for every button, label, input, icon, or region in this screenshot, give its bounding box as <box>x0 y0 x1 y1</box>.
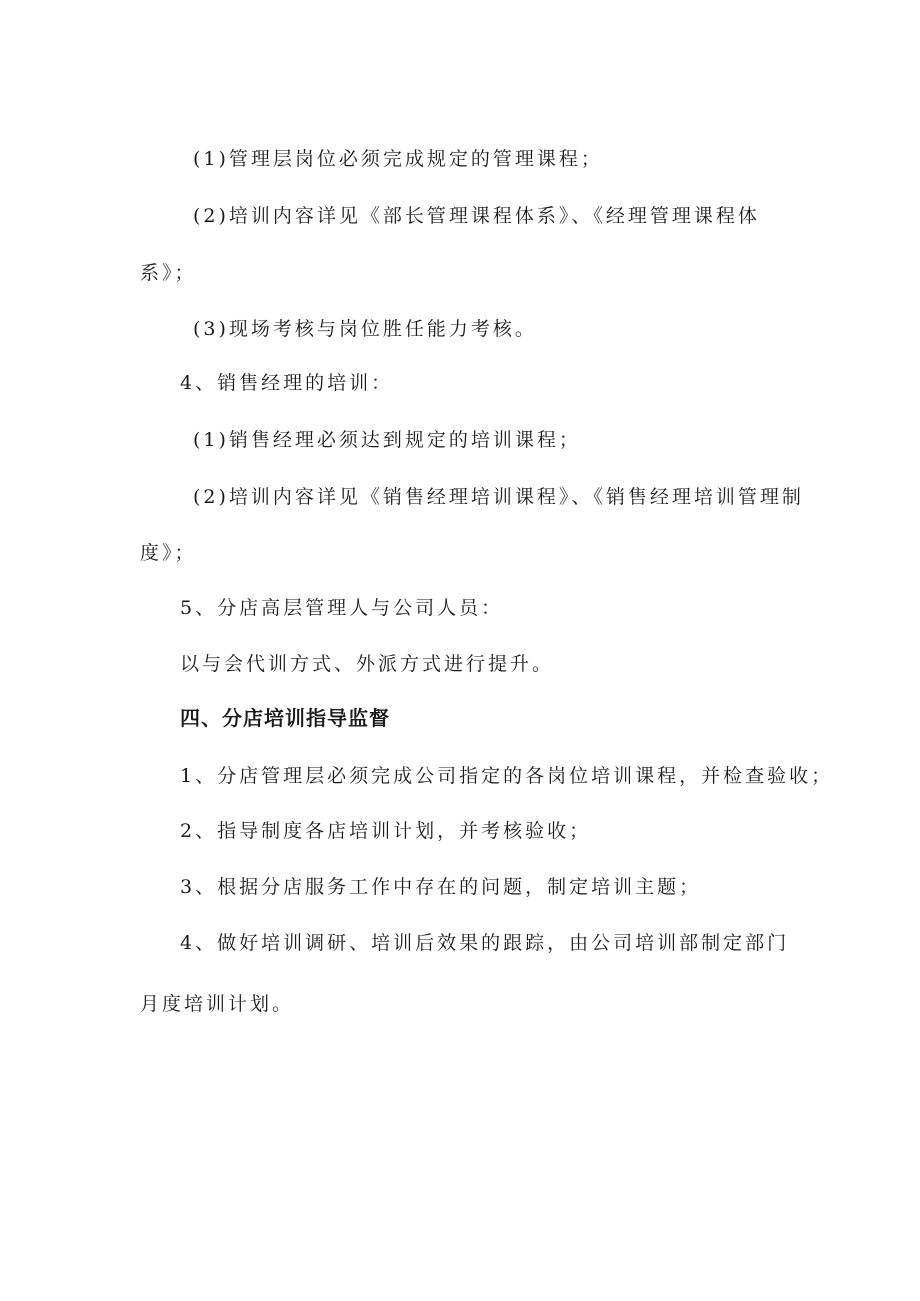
list-item: 4、做好培训调研、培训后效果的跟踪，由公司培训部制定部门 <box>180 932 790 954</box>
list-item: 3、根据分店服务工作中存在的问题，制定培训主题； <box>180 876 702 898</box>
paragraph-line: (2)培训内容详见《销售经理培训课程》、《销售经理培训管理制 <box>193 486 804 508</box>
paragraph-line: (2)培训内容详见《部长管理课程体系》、《经理管理课程体 <box>193 205 760 227</box>
section-item-heading: 4、销售经理的培训： <box>180 372 394 394</box>
section-heading: 四、分店培训指导监督 <box>180 706 390 730</box>
paragraph-line-continuation: 度》； <box>140 542 197 564</box>
paragraph-line: 以与会代训方式、外派方式进行提升。 <box>180 653 555 675</box>
list-item: 1、分店管理层必须完成公司指定的各岗位培训课程，并检查验收； <box>180 765 834 787</box>
section-item-heading: 5、分店高层管理人与公司人员： <box>180 597 504 619</box>
paragraph-line: (3)现场考核与岗位胜任能力考核。 <box>193 318 537 340</box>
paragraph-line-continuation: 月度培训计划。 <box>140 993 295 1015</box>
list-item: 2、指导制度各店培训计划，并考核验收； <box>180 820 592 842</box>
paragraph-line: (1)管理层岗位必须完成规定的管理课程； <box>193 148 603 170</box>
paragraph-line: (1)销售经理必须达到规定的培训课程； <box>193 429 581 451</box>
paragraph-line-continuation: 系》； <box>140 262 197 284</box>
